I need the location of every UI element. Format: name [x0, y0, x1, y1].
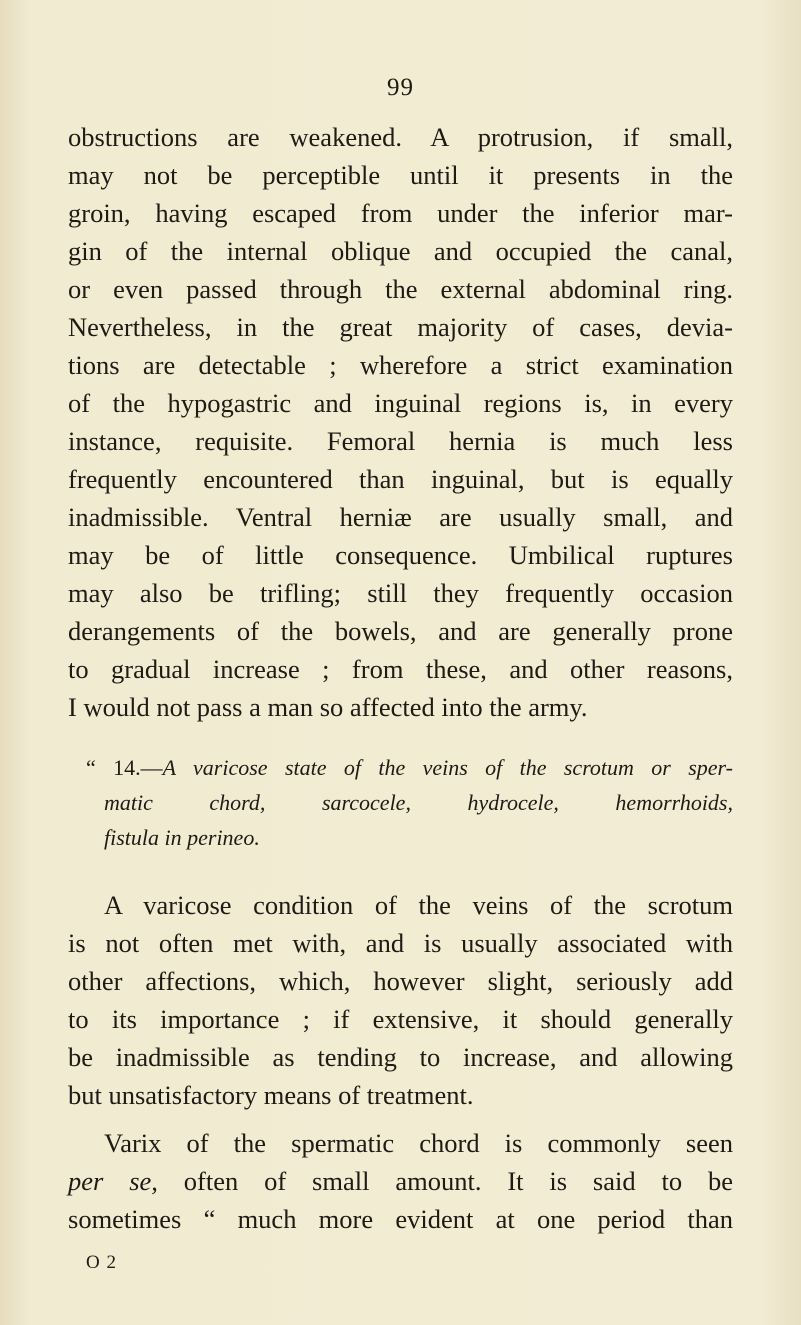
text-line: groin, having escaped from under the inferior mar-: [68, 198, 733, 228]
text-line: derangements of the bowels, and are generally prone: [68, 616, 733, 646]
italic-phrase: per se,: [68, 1166, 158, 1196]
text-line: may be of little consequence. Umbilical ruptures: [68, 540, 733, 570]
text-line: may also be trifling; still they frequently occasion: [68, 578, 733, 608]
text-line: or even passed through the external abdominal ring.: [68, 274, 733, 304]
text-line: frequently encountered than inguinal, but is equally: [68, 464, 733, 494]
text-line: Varix of the spermatic chord is commonly seen: [104, 1128, 733, 1158]
text-line: obstructions are weakened. A protrusion, if small,: [68, 122, 733, 152]
text-line: inadmissible. Ventral herniæ are usually small, and: [68, 502, 733, 532]
text-line: may not be perceptible until it presents in the: [68, 160, 733, 190]
page-number: 99: [387, 74, 414, 101]
text-line: other affections, which, however slight, seriously add: [68, 966, 733, 996]
heading-text: A varicose state of the veins of the scrotum or sper-: [162, 755, 734, 780]
text-line: to its importance ; if extensive, it should generally: [68, 1004, 733, 1034]
text-line: gin of the internal oblique and occupied the canal,: [68, 236, 733, 266]
text-line: sometimes “ much more evident at one period than: [68, 1204, 733, 1234]
text-line: Nevertheless, in the great majority of cases, devia-: [68, 312, 733, 342]
text-line: [68, 1162, 733, 1200]
text-line: but unsatisfactory means of treatment.: [68, 1080, 474, 1110]
text-line: I would not pass a man so affected into the army.: [68, 692, 588, 722]
heading-line-3: [104, 822, 733, 854]
text-line: of the hypogastric and inguinal regions is, in every: [68, 388, 733, 418]
heading-line-2: [104, 787, 733, 819]
text-line: is not often met with, and is usually associated with: [68, 928, 733, 958]
heading-number: “ 14.—: [86, 755, 163, 780]
heading-line-1: [86, 752, 733, 784]
text-line: tions are detectable ; wherefore a strict examination: [68, 350, 733, 380]
text-line: be inadmissible as tending to increase, and allowing: [68, 1042, 733, 1072]
text-line: A varicose condition of the veins of the scrotum: [104, 890, 733, 920]
heading-text: matic chord, sarcocele, hydrocele, hemorrhoids,: [104, 790, 733, 815]
printer-signature: O 2: [86, 1252, 117, 1273]
text-span: often of small amount. It is said to be: [157, 1166, 733, 1196]
text-line: to gradual increase ; from these, and other reasons,: [68, 654, 733, 684]
heading-text: fistula in perineo.: [104, 825, 260, 850]
text-line: instance, requisite. Femoral hernia is much less: [68, 426, 733, 456]
